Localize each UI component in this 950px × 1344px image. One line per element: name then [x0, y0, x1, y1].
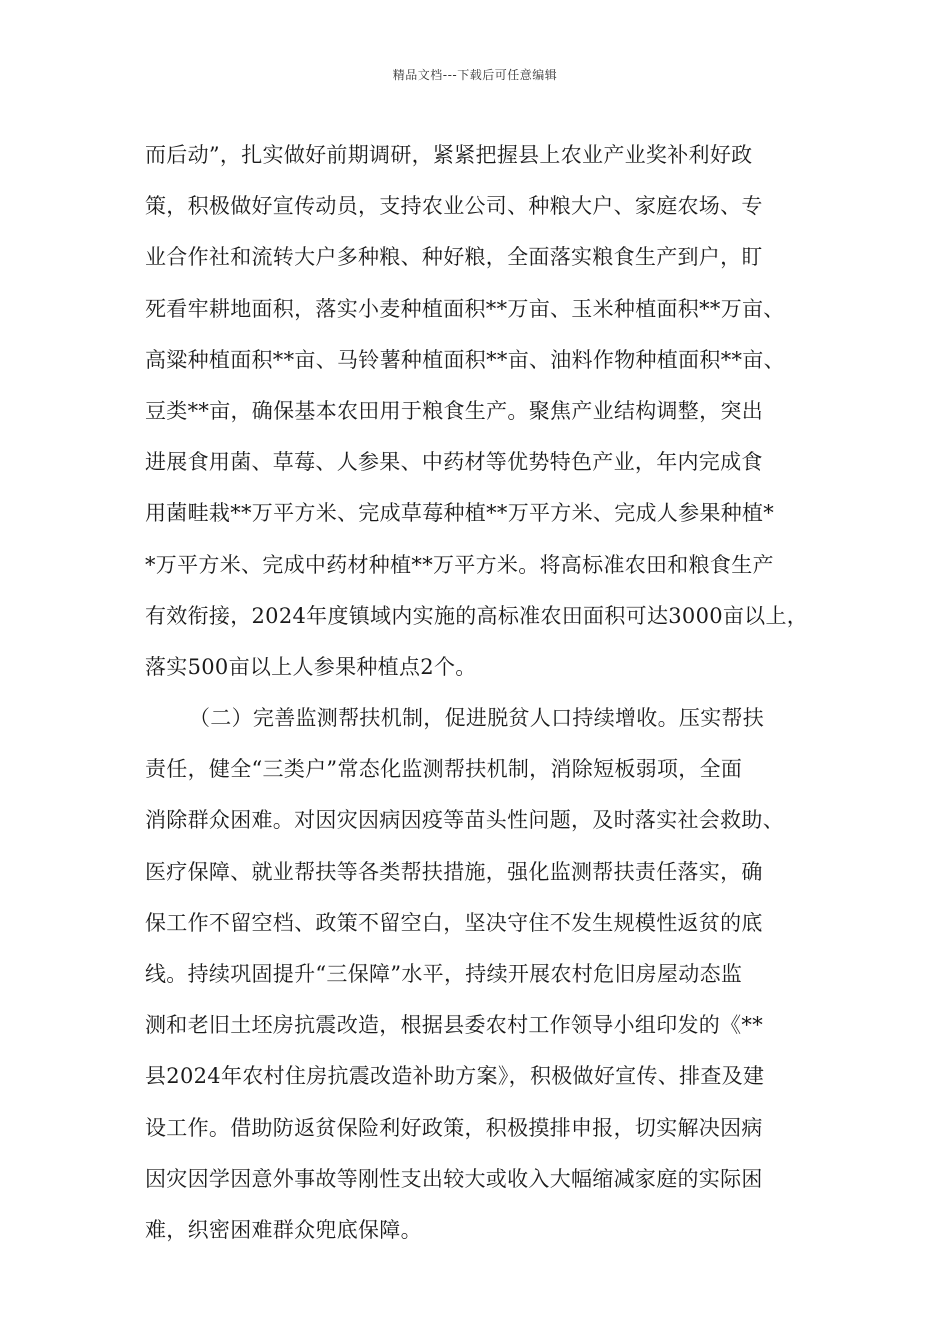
text-line: 用菌畦栽**万平方米、完成草莓种植**万平方米、完成人参果种植*: [145, 501, 775, 526]
paragraph-crop-production: [145, 130, 809, 693]
text-line: 县2024年农村住房抗震改造补助方案》，积极做好宣传、排查及建: [145, 1064, 765, 1089]
page-header: 精品文档---下载后可任意编辑: [392, 68, 558, 82]
text-line: 落实500亩以上人参果种植点2个。: [145, 654, 477, 679]
text-line: 设工作。借助防返贫保险利好政策，积极摸排申报，切实解决因病: [145, 1115, 763, 1140]
text-line: 有效衔接，2024年度镇域内实施的高标准农田面积可达3000亩以上，: [145, 603, 809, 628]
text-line: 业合作社和流转大户多种粮、种好粮，全面落实粮食生产到户，盯: [145, 245, 763, 270]
paragraph-monitoring-mechanism: [145, 693, 805, 1256]
text-line: 策，积极做好宣传动员，支持农业公司、种粮大户、家庭农场、专: [145, 194, 763, 219]
text-line: 线。持续巩固提升“三保障”水平，持续开展农村危旧房屋动态监: [145, 962, 743, 986]
text-line: 医疗保障、就业帮扶等各类帮扶措施，强化监测帮扶责任落实，确: [145, 859, 763, 884]
text-line: 因灾因学因意外事故等刚性支出较大或收入大幅缩减家庭的实际困: [145, 1166, 763, 1191]
text-line: 测和老旧土坯房抗震改造，根据县委农村工作领导小组印发的《**: [145, 1013, 763, 1038]
text-line: 进展食用菌、草莓、人参果、中药材等优势特色产业，年内完成食: [145, 450, 763, 475]
text-line: 消除群众困难。对因灾因病因疫等苗头性问题，及时落实社会救助、: [145, 808, 784, 833]
text-line: 高粱种植面积**亩、马铃薯种植面积**亩、油料作物种植面积**亩、: [145, 347, 785, 372]
text-line: 豆类**亩，确保基本农田用于粮食生产。聚焦产业结构调整，突出: [145, 398, 763, 423]
document-body: [145, 130, 809, 1256]
text-line: 而后动”，扎实做好前期调研，紧紧把握县上农业产业奖补利好政: [145, 143, 753, 167]
text-line: 难，织密困难群众兜底保障。: [145, 1217, 422, 1242]
text-line: *万平方米、完成中药材种植**万平方米。将高标准农田和粮食生产: [145, 552, 774, 577]
text-line: 责任，健全“三类户”常态化监测帮扶机制，消除短板弱项，全面: [145, 757, 743, 782]
text-line: 死看牢耕地面积，落实小麦种植面积**万亩、玉米种植面积**万亩、: [145, 296, 785, 321]
text-line: 保工作不留空档、政策不留空白，坚决守住不发生规模性返贫的底: [145, 910, 763, 935]
text-line-first: （二）完善监测帮扶机制，促进脱贫人口持续增收。压实帮扶: [189, 706, 765, 731]
